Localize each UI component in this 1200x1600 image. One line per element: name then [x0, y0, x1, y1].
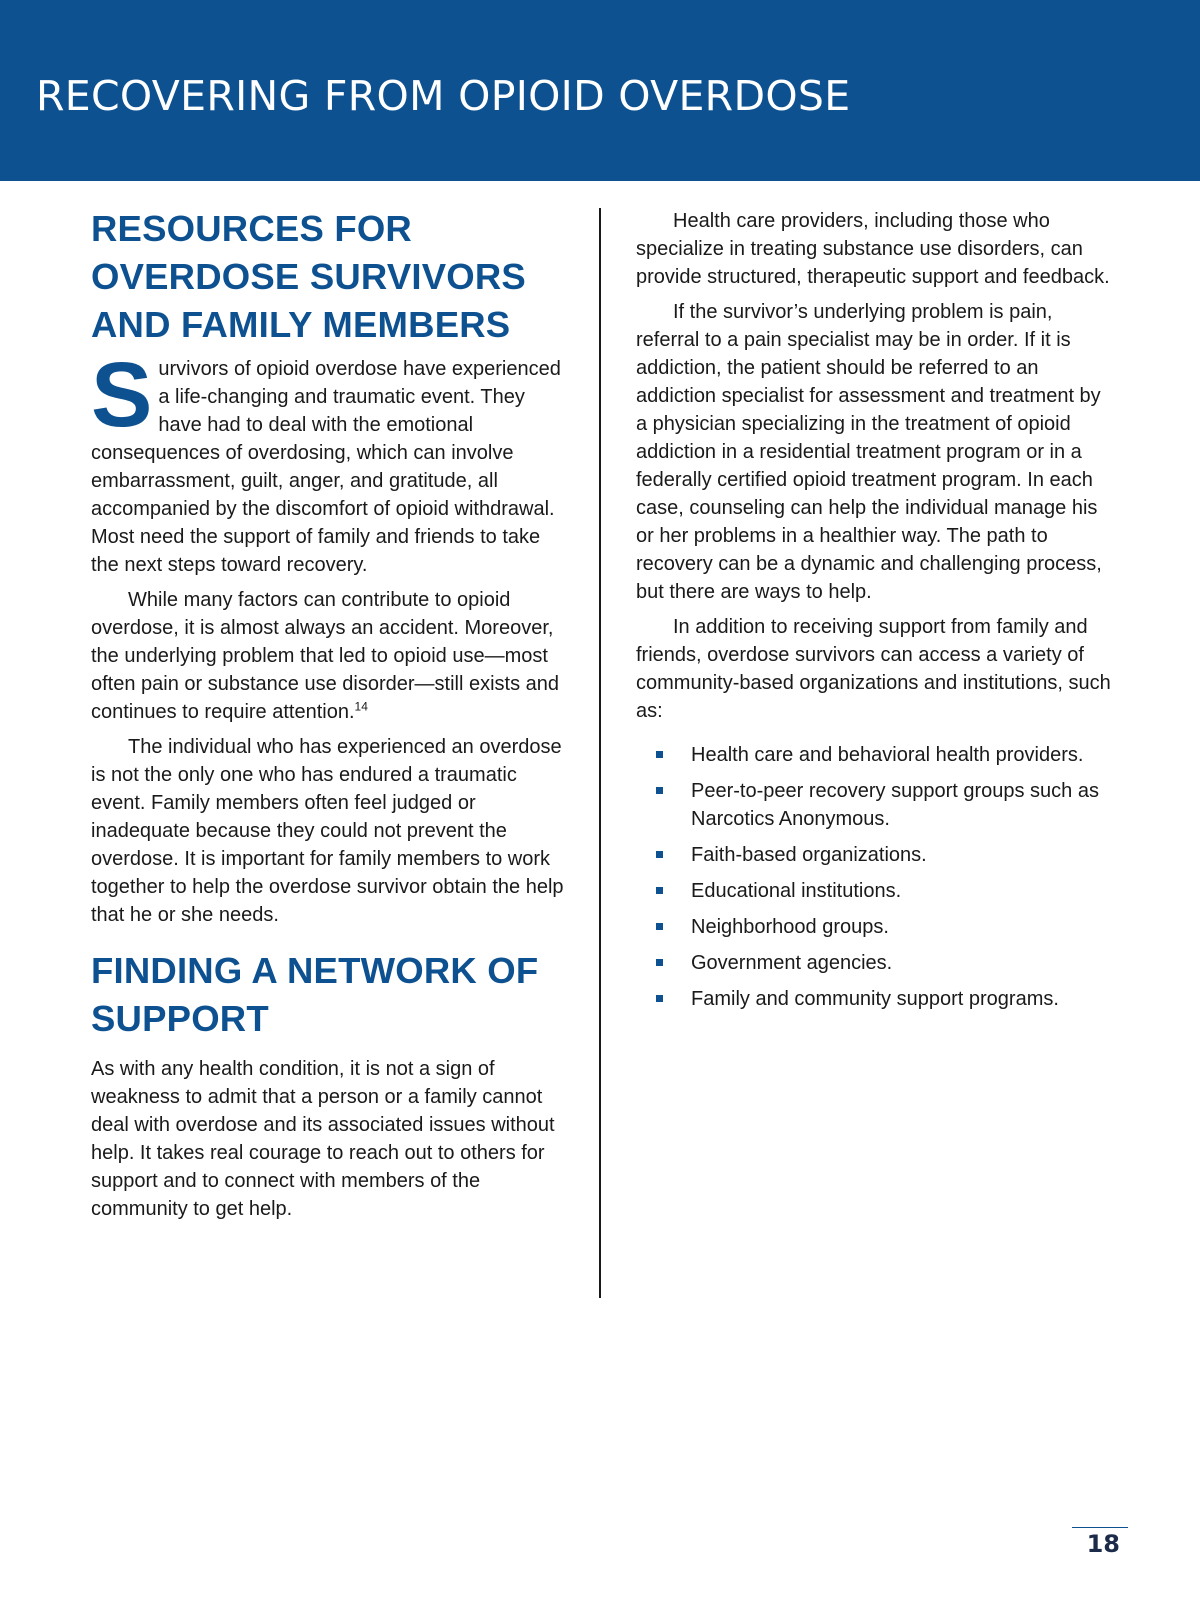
list-item-text: Family and community support programs. [691, 988, 1059, 1010]
square-bullet-icon [656, 751, 663, 758]
list-item [636, 949, 1114, 977]
list-item [636, 777, 1114, 833]
list-item [636, 913, 1114, 941]
list-item [636, 985, 1114, 1013]
drop-cap: S [91, 344, 153, 446]
paragraph-text: urvivors of opioid overdose have experienced a life-changing and traumatic event. They have had to deal with the emotional consequences of overdosing, which can involve embarrassment, guilt, anger, and gratitude, all accompanied by the discomfort of opioid withdrawal. Most need the support of family and friends to take the next steps toward recovery. [91, 358, 561, 576]
left-column [91, 205, 568, 1230]
list-item-text: Neighborhood groups. [691, 916, 889, 938]
square-bullet-icon [656, 959, 663, 966]
heading-line: SUPPORT [91, 998, 269, 1039]
square-bullet-icon [656, 923, 663, 930]
list-item-text: Educational institutions. [691, 880, 902, 902]
square-bullet-icon [656, 787, 663, 794]
section-heading-resources [91, 205, 568, 349]
column-divider [599, 208, 601, 1298]
list-item-text: Health care and behavioral health providers. [691, 744, 1084, 766]
list-item-text: Government agencies. [691, 952, 893, 974]
right-column [636, 207, 1114, 1021]
paragraph-text: While many factors can contribute to opioid overdose, it is almost always an accident. Moreover, the underlying problem that led to opioid use—most often pain or substance use disorder—still exists and continues to require attention. [91, 589, 560, 723]
paragraph-courage: As with any health condition, it is not a sign of weakness to admit that a person or a family cannot deal with overdose and its associated issues without help. It takes real courage to reach out to others for support and to connect with members of the community to get help. [91, 1058, 555, 1220]
square-bullet-icon [656, 995, 663, 1002]
square-bullet-icon [656, 851, 663, 858]
paragraph-family: The individual who has experienced an overdose is not the only one who has endured a traumatic event. Family members often feel judged or inadequate because they could not prevent the overdose. It is important for family members to work together to help the overdose survivor obtain the help that he or she needs. [91, 736, 564, 926]
list-item [636, 741, 1114, 769]
organization-list [636, 741, 1114, 1013]
page-number-block [1072, 1527, 1128, 1558]
heading-line: AND FAMILY MEMBERS [91, 304, 511, 345]
header-banner [0, 0, 1200, 181]
list-item-text: Faith-based organizations. [691, 844, 927, 866]
list-item-text: Peer-to-peer recovery support groups such as Narcotics Anonymous. [691, 780, 1099, 830]
paragraph-providers: Health care providers, including those who specialize in treating substance use disorders, can provide structured, therapeutic support and feedback. [636, 210, 1110, 288]
list-item [636, 841, 1114, 869]
heading-line: OVERDOSE SURVIVORS [91, 256, 526, 297]
list-item [636, 877, 1114, 905]
section-heading-network [91, 947, 568, 1043]
page-number: 18 [1086, 1530, 1120, 1558]
paragraph-community: In addition to receiving support from family and friends, overdose survivors can access a variety of community-based organizations and institutions, such as: [636, 616, 1111, 722]
paragraph-pain: If the survivor’s underlying problem is pain, referral to a pain specialist may be in order. If it is addiction, the patient should be referred to an addiction specialist for assessment and treatment by a physician specializing in the treatment of opioid addiction in a residential treatment program or in a federally certified opioid treatment program. In each case, counseling can help the individual manage his or her problems in a healthier way. The path to recovery can be a dynamic and challenging process, but there are ways to help. [636, 301, 1102, 603]
heading-line: RESOURCES FOR [91, 208, 412, 249]
paragraph-factors [91, 586, 568, 726]
square-bullet-icon [656, 887, 663, 894]
paragraph-survivors [91, 344, 568, 579]
page-title: RECOVERING FROM OPIOID OVERDOSE [36, 72, 851, 120]
footnote-marker: 14 [354, 699, 368, 714]
heading-line: FINDING A NETWORK OF [91, 950, 539, 991]
